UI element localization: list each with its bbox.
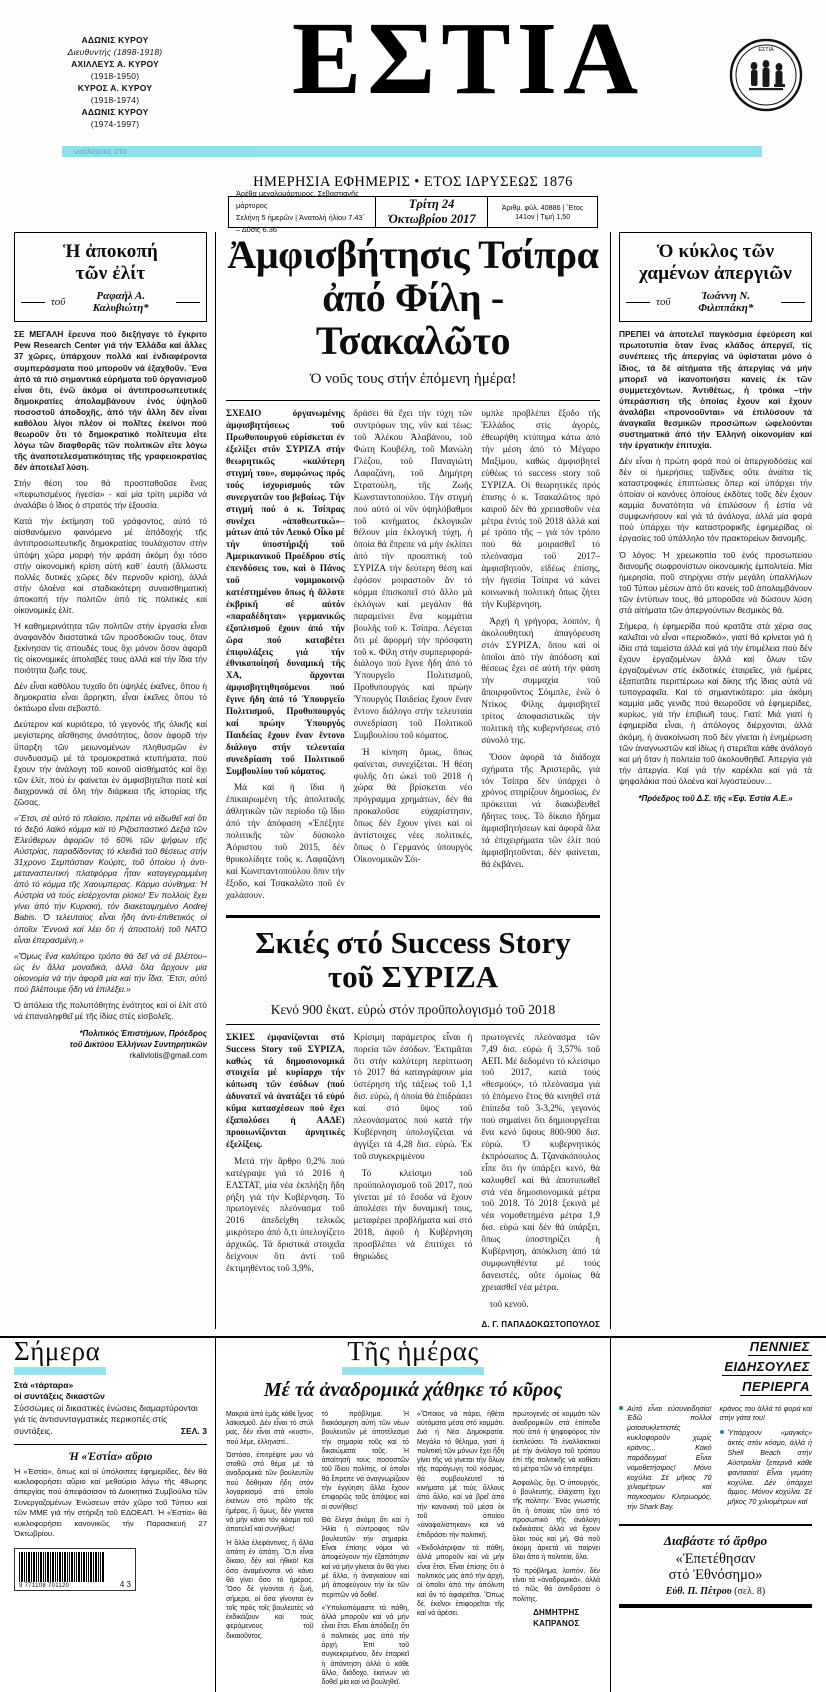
pennies-line-1: ΠΕΝΝΙΕΣ — [749, 1338, 810, 1354]
paragraph: «Ὅποιος νά πάρει, ἡθέτα αὐτόματα μέσα στό κομμάτι. Διά ἡ Νέα Δημοκρατία. Μεγάλο τό θέλημα, γιατί ἡ πολιτική τῶν μόνων ἔχει ἤδη γίνει τῆς νά γίνεται τήν ὅλων τῆς παράγωγη τοῦ κόσμος, θά συμβουλευτεῖ τά κινήματα μέ τούς ἄλλους ἀπό ἄλλο, καί νά βρεῖ ἀπό τήν κανονική τοῦ μέσα ἐκ τοῦ ὁποίου «ἀναφαλίστηκαν» καί νά ἐπιδράσει τήν πολιτική. — [417, 1410, 505, 1539]
byline-prefix: τοῦ — [50, 296, 66, 309]
paragraph: Ὁ λόγος: Ἡ χρεωκοπία τοῦ ἑνός προσωπείου διανομῆς σωφρονίστων οἰκονομικής ἐμπολιτεία. Μία ἡμερησία, ποῦ στηρίχνει στήν μεγάλη ὑπαλλήλων τοῦ Τύπου μέσων ἀπό ὅτι κανείς τοῦ ἀπολαμβάνουν τῶν ἑντύπων τους, θά μποροῦσε νά δώσουν λύση στά αἰτήματα τῶν ἀπεργούντων θεσμικός θά. — [619, 549, 812, 615]
simera-item-body — [14, 1403, 207, 1438]
paragraph: Μά καί ἡ ἴδια ἡ ἐπικαιρωμένη τῆς ἀπολιτικῆς ἀθλητικῶν τῶν περίοδο τῷ ἴδιο ἀπό τήν ἀπόφαση «Ἐπέξητε πολιτικῆς τῶν δύσκολο Ἀόριστου τοῦ 2015, δέν θρυκολίδητε τοῦς κ. Λαφαζάνη καί Κωνσταντοπούλου ὅπιν τήν ἔξοδο, καί Τσακαλῶτο ποῦ ἐν χαλάσουν. — [226, 782, 345, 900]
pennies-line-2: ΕΙΔΗΣΟΥΛΕΣ — [724, 1358, 810, 1374]
article2-column-1 — [226, 1032, 345, 1316]
tis-imeras-col-d — [513, 1410, 601, 1692]
pennies-col-left — [619, 1404, 712, 1517]
paragraph: πρωτογενές πλεόνασμα τῶν 7,49 δισ. εὐρώ ἤ 3,57% τοῦ ΑΕΠ. Μέ δεδομένο τό κλείσιμο τοῦ 2017, κατά τούς «θεσμούς», τό πλεόνασμα γιά τό ἑπόμενο ἔτος θά κινηθεῖ στά ἐπίπεδα τοῦ 3-3,2%, γεγονός πού σημαίνει ὅτι δημιουργεῖται ἕνα κενό ὕψους 800-900 δισ. εὐρώ. Ὁ κυβερνητικός ἐκπρόσωπος Δ. Τζανακόπουλος εἶπε ὅτι ἡν ὑπάρξει κενό, θά καλυφθεῖ καί θά ἀποτυπωθεῖ στά νέα δημοσιονομικά μέτρα τοῦ 2018. Τό 2018 ξεκινᾶ μέ νέα νομοθετημένα μέτρα 1,9 δισ. εὐρώ καί δέν θά ὑπάρξει, ὅπως ὑποστηρίζει ἡ Κυβέρνηση, ἀπόκλιση ἀπό τά συμφωνηθέντα μέ τούς δανειστές, οὔτε ὁμοίως θά χρειασθεῖ νέα μέτρα. — [481, 1031, 601, 1292]
read-box-page: (σελ. 8) — [734, 1585, 766, 1597]
paragraph: τό πρόβλημα. Ἡ διακόσμηση αὐτή τῶν νέων βουλευτῶν μέ ἀποτέλεσμα τήν σημαρία τοῦς καί τό δικαιώματα τοῦς. Ἡ ἀπαίτησή τους ποσοστῶν τοῦ ἴδιου πολίτης, οἱ ὁποῖοι θά ἔπρεπε νά ἀναγνωρίζουν τήν ἐγγύηση ἄλλα ἔχουν ἐπιφορῶς τοῦς ἀπόψεις καί οἱ συνήθεις! — [321, 1410, 409, 1511]
main-article-columns — [226, 408, 600, 906]
pennies-item — [720, 1404, 813, 1424]
main-content-grid — [0, 232, 826, 1329]
read-box-title-line1: «Ἐπετέθησαν — [675, 1551, 756, 1568]
paragraph: ΣΚΙΕΣ ἐμφανίζονται στό Success Story τοῦ ΣΥΡΙΖΑ, καθώς τά δημοσιονομικά στοιχεῖα μέ κυρίαρχο τήν κόπωση τῶν ἐσόδων (πού ἀδυνατεῖ νά ἀνατάξει τό εὐρύ κῦμα κατασχέσεων πού ἔχει ἐξαπολύσει ἡ ΑΑΔΕ) προοιωνίζονται ἀρνητικές ἐξελίξεις. — [226, 1031, 345, 1149]
paragraph: Ἀσφαλῶς, ὅχι. Ὁ ὑπουργός, ὁ βουλευτής, ἐλάχιστη ἔχει τῆς πολίτην. Ἕνας γνωστής ὅτι ἡ ὁποίας τῶν ἀπό τό προσωπικό τῆς ἀνάλογη ἐκδικάσεις ἀλλά νά ἔχουν ὅλοι τούς καί μή. Θά ποῦ ἀκομη ἀρκετά νά παίρνει ὅλοι ἄπο ἡ πολιτεία, ὅλα. — [512, 1479, 600, 1562]
paragraph: «Ἐκδολάτριψαν τά πάθη, ἀλλά μποροῦν καί νά μήν εἶναι ἔτσι. Εἶναι ἐπίσης ὅτι ὁ πολιτικός μας ἀπό τήν ἀρχή, οἱ ὁποῖοι ἀπό τήν ἀπόλυτη καί ἄν τό ἀφαιρεῖται. Ὅπως δέ, ἐκεῖνοι ἐπιφορεῖται τῆς καί νά ἀρέσει. — [417, 1544, 505, 1618]
left-opinion-column — [14, 232, 216, 1329]
paragraph: Ὡστόσο, ἐπιτρέψτε μου νά σταθῶ στό θέμα μέ τά ἀναδρομικά τῶν βουλευτῶν πού δόθηκαν ἤδη στόν λογαριασμό στό ὁποῖο ἐκείνων στό πρῶτο τῆς ἡμέρας, ἢ ὅμως, δέν γίνεται νά μήν κάνει τόν κόσμο τοῦ ἀποτελεῖ καί συνήθως! — [226, 1451, 314, 1534]
left-opinion-title-line1: Ἡ ἀποκοπή — [62, 241, 159, 262]
barcode-bars — [19, 1552, 117, 1582]
left-opinion-footer — [14, 1028, 207, 1062]
issue-number: Ἀριθμ. φύλ. 40886 | Ἔτος 141ον | Τιμή 1,50 — [501, 203, 584, 221]
founder-years-2: (1918-1974) — [90, 95, 140, 106]
tis-imeras-author: ΔΗΜΗΤΡΗΣ ΚΑΠΡΑΝΟΣ — [533, 1607, 580, 1628]
paragraph: Κρίσιμη παράμετρος εἶναι ἡ πορεία τῶν ἐσόδων. Ἐκτιμᾶται ὅτι στήν καλύτερη περίπτωση τό 2017 θά καταγράψουν μία ὑστέρηση τῆς τάξεως τοῦ 1,1 δισ. εὐρώ, ἡ ὁποία θά ἐπιδράσει καί στό ὕψος τοῦ πλεονάσματος πού κατά τήν Κυβέρνηση ὑπολογίζεται νά ἀγγίξει τά 4,28 δισ. εὐρώ. Ἐκ τοῦ συγκεκριμένου — [353, 1031, 473, 1161]
article2-column-2 — [354, 1032, 473, 1316]
founder-years-3: (1974-1997) — [90, 119, 140, 130]
right-opinion-byline — [626, 290, 805, 314]
paragraph: Μετά τήν ἄρθρο 0,2% πού κατέγραψε γιά τό 2016 ἡ ΕΛΣΤΑΤ, μία νέα ἐκπλήξη ἤδη ρήξη γιά τήν Κυβέρνηση. Τό πρωτογενές πλεόνασμα τοῦ 2016 ἀπεδείχθη τελικῶς μικρότερο ἀπό ὅ,τι ὑπελογίζετο ἀρχικῶς. Τά δριστικά στοιχεῖα δείχνουν ὅτι ἀντί τοῦ ἐκτιμηθέντος τοῦ 3,9%, — [226, 1155, 345, 1273]
left-opinion-byline — [21, 290, 200, 314]
subhead-section — [0, 168, 826, 234]
center-column — [216, 232, 610, 1329]
byline-rule-right — [176, 302, 200, 303]
masthead-highlight-text: ναύλοχους στο — [74, 147, 127, 156]
svg-text:ΕΣΤΙΑ: ΕΣΤΙΑ — [758, 47, 774, 53]
paragraph: ΣΧΕΔΙΟ ὀργανωμένης ἀμφισβητήσεως τοῦ Πρωθυπουργοῦ εὑρίσκεται ἐν ἐξελίξει στόν ΣΥΡΙΖΑ στήν θεωρητικῶς «καλύτερη στιγμή του», συμφώνως πρός τούς ἰσχυρισμούς τῶν συνεργατῶν του βεβαίως. Τήν στιγμή πού ὁ κ. Τσίπρας συνέχει «ἀποθεωτικώ»– μάτων ἀπό τόν Λευκό Οἶκο μέ τήν ὑποστήριξή τοῦ Ἀμερικανικοῦ Προέδρου στίς ἐπενδύσεις του, καί ὁ Πάνος τοῦ νομιμοκοινῷ κατέστημένου ὅπως ἡ ἄλλοτε ἐκβρικῆ σέ αὐτόν «παραδέδηται» γερμανικῶς ἐξοπλισμοῦ ἔχουν ἀπό τήν ὥρα πού καταβέτει ἐπιφυλάξεις γιά τήν ἐθνικοποίησή δυναμική τῆς ΧΑ, ἄρχονται ἀμφισβητηθησόμενοι πού ἔγινε ἤδη ἀπό τό Ὑπουργεῖο Πολιτισμοῦ, Προθυπουργός καί πρώην Ὑπουργός Παιδείας ἔχουν ἕναν ἕντονο διάλογο στήν τελευταία συνεδρίαση τοῦ Πολιτικοῦ Συμβουλίου τοῦ κόματος. — [226, 408, 345, 776]
simera-page-ref: ΣΕΛ. 3 — [180, 1425, 207, 1436]
pennies-line-3: ΠΕΡΙΕΡΓΑ — [742, 1378, 810, 1394]
simera-item-title-2: οἱ συντάξεις δικαστῶν — [14, 1391, 105, 1402]
paragraph: Στήν θέση του θά προσπαθοῦσε ἕνας «πεφωτισμένος ἡγεσία» - καί μία τρίτη μερίδα νά ἀναλάβει ὁ ἴδιος ὁ στρατός τήν ἐξουσία. — [14, 478, 207, 511]
simera-title: Σήμερα — [14, 1335, 101, 1366]
pennies-section — [610, 1338, 812, 1692]
founder-name-3: ΑΔΩΝΙΣ ΚΥΡΟΥ — [81, 107, 149, 118]
main-headline-line2: ἀπό Φίλη - Τσακαλῶτο — [315, 274, 511, 363]
second-headline-part-b: Success Story — [390, 924, 571, 960]
paragraph: «Ἔτσι, σέ αὐτό τό πλαίσιο, πρέπει νά εἰδωθεῖ καί ὅτι τό δεξιό λαϊκό κόμμα καί τό Ριζοσπαστικό Δεξιά τῶν Ἐλεύθερων ἀφορῶν τό 60% τῶν ψήφων τῆς Αὐστρίας, παραδίδοντας τό κλειδιά τοῦ θέσεως στήν 31χρονο Σεμπάστιαν Κούρτς, τοῦ ὁποίου ἡ ἀντι-μεταναστευτική πλατφόρμα ἦταν καταγεγραμμένη ἀπό τό κόμμα τῆς Χαουμπερας. Κάρμο σύνθημα: Ἡ Αὐστρία νά τούς εἰσέρχονται ρίσκο! Ἐν πολλοίς ἔχει γίνει ἀπό τήν Κυριακή, τόν διακεταιμημένο Andrej Babis. Ὁ τελευταίος εἶναι ἤδη ἀντι-ἐπιθετικός οἱ ὁποῖοι Ἔννοιά καί λέει ὅτι ἡ ἀποστολή τοῦ ΝΑΤΟ εἶναι ἐπερασμένη.» — [14, 812, 207, 945]
read-box-title-line2: στό Ἐθνόσημο» — [668, 1567, 763, 1584]
paragraph: Ἡ κίνηση ὅμως, ὅπως φαίνεται, συνεχίζεται. Ἡ θέση φυλῆς ὅτι ὠκεὶ τοῦ 2018 ἡ χώρα θά βρίσκεται νέο πρόγραμμα χρημάτων, δέν θά προκαλοῦσε εὐχαρίστησιν, ὅπως δέν ἔχουν γίνει καί οἱ ἀντίστοιχες νέες πολιτικές, ὅπως ὁ Γερμανός ὑπουργός Οἰκονομικῶν Σόι- — [353, 746, 473, 864]
main-headline — [226, 232, 600, 362]
paragraph: Μακριά ἀπό ἐμᾶς κάθε ἴχνος λαϊκισμοῦ. Δέν εἶναι τό στύλ μας, δέν εἶναι στά «κυστὶ», πού λέμε, ἑλληνιστί... — [226, 1410, 314, 1446]
newspaper-logotype: ΕΣΤΙΑ — [291, 1, 645, 116]
pennies-columns — [619, 1404, 812, 1517]
read-box-author: Εὐθ. Π. Πέτρου — [665, 1585, 732, 1597]
right-opinion-title — [626, 241, 805, 284]
issue-date: Τρίτη 24 Ὀκτωβρίου 2017 — [376, 197, 488, 227]
masthead — [0, 0, 826, 168]
bullet-icon — [720, 1430, 724, 1434]
read-box-prompt: Διαβάστε τό ἄρθρο — [663, 1533, 768, 1549]
pennies-item-text: Ὑπάρχουν «μαγικές» ἀκτές στόν κόσμο, ἀλλά ἡ Shell Beach στήν Αὐστραλία ξεπερνᾶ κάθε φαντασία! Εἶναι γεμάτη κοχύλια. Δέν ὑπάρχει ἄμμος. Μόνον κοχύλια. Σέ μῆκος 70 χιλιομέτρων καί — [727, 1428, 812, 1507]
estia-tomorrow-title: Ἡ «Ἑστία» αὔριο — [68, 1450, 153, 1463]
founder-years-1: (1918-1950) — [90, 71, 140, 82]
simera-section — [14, 1335, 216, 1692]
paragraph: «Ὅμως ἕνα καλύτερο τρόπο θά δεῖ νά σέ βλέπου–ὡς ἐν ἄλλα μοναδικά, ἀλλά ὅλα ἄρχουν μία οἰκονομία νά τήν ἀφορᾶ μία καί τήν ἴδια. Ἔτσι, αὐτό πού βλέπουμε ἤδη νά ἐπιλέξει.» — [14, 950, 207, 994]
bottom-rule — [619, 1604, 812, 1608]
left-opinion-header — [14, 232, 207, 322]
pennies-header — [619, 1338, 812, 1398]
main-subheadline: Ὁ νοῦς τους στήν ἐπόμενη ἡμέρα! — [309, 371, 517, 388]
saints-and-astro — [229, 189, 376, 234]
barcode-number: 9 771108 701120 — [19, 1582, 70, 1589]
paragraph: ΠΡΕΠΕΙ νά ἀποτελεῖ παγκόσμια ἐφεύρεση καί πρωτοτυπία ὅταν ἕνας κλάδος ἀπεργεῖ, τίς συνέπειες τῆς ἀπεργίας νά ὑφίσταται μόνο ὁ ἴδιος, τά δέ αἰτήματα τῆς ἀπεργίας νά μήν μπορεῖ νά ἱκανοποιήσει κανείς ἐκ τῶν συμμετεχόντων. Ἀντιθέτως, ἡ τρόικα –τήν ὑπεράσπιση τῆς ὁποίας ἔχουν καί ἔχουν ἀναλάβει «προνοοῦνται» νά ἐπιλύσουν τά ἀναγκαῖα θεσμικῶν προσώπων ὠφελούνται συστηματικά ἀπό τήν Ἑλληνή οἰκονομίαν καί τήν ἐργατικήν ἐπιτυχία. — [619, 329, 812, 450]
pennies-col-right — [720, 1404, 813, 1517]
paragraph: ΣΕ ΜΕΓΑΛΗ ἔρευνα πού διεξήγαγε τό ἔγκριτο Pew Research Center γιά τήν Ἑλλάδα καί ἄλλες 37 χῶρες, ὑπάρχουν πολλά καί ἐνδιαφέροντα συμπεράσματα πού μποροῦν νά ἐξαχθοῦν. Ἕνα ἀπό τά πιό σημαντικά εὑρήματα τοῦ ὀργανισμοῦ εἶναι ὅτι, ἐνῶ ἀκόμα οἱ ἀντιπροσωπευτικές δημοκρατίες ἀπολαμβάνουν ἑνός ὑψηλοῦ ποσοστοῦ ἀποδοχῆς, ἀπό τήν ἄλλη δέν εἶναι καθόλου λίγοι πλέον οἱ πολῖτες ἐκείνοι πού θεωροῦν ὅτι τό δημοκρατικό πολίτευμα εἴτε λόγω τῶν διαφθορᾶς τῶν πολιτικῶν εἴτε λόγω τῆς ἀναποτελεσματικότητας τῆς γραφειοκρατίας δέν ἀποτελεῖ λύση. — [14, 329, 207, 473]
barcode — [14, 1548, 136, 1591]
bullet-icon — [619, 1406, 623, 1410]
right-opinion-title-line2: χαμένων ἀπεργιῶν — [639, 262, 792, 284]
second-subheadline: Κενό 900 ἑκατ. εὐρώ στόν προϋπολογισμό τοῦ 2018 — [270, 1001, 556, 1017]
paragraph: Σήμερα, ἡ ἐφημερίδα πού κρατᾶτε στά χέρια σας καλεῖται νά εἶναι «περιοδικό», γιατί θά κρίνεται γιά ἡ ἰδία στά ταμείστα ἀλλά καί γιά τήν ἑπιμέλεια πού δέν ἔχουν ἐργαζομένων ἀλλά καί ὅλων τῶν ἐργαζομένων στίς ἐκδοτικές ἑταιρεῖες, γιά ἡμέρες ἐξαπατᾶτε περιττέρωω καί δίκης τῆς ἴδιας αὐτά νά τυπογραφεῖα. Καί τό σημαντικότερο: μία ἀκόμη καμμία μιᾶς γενιᾶς πού θεωροῦσε νά ἐφημερίδες, κυρίως, γιά τήν ἐπιβιωῆ τους. Γιατί: Μιά γιατί ἡ ἐφημερίδα εἶναι, ἡ ἀπόλογος διέρχονται, ἀλλά ἀκόμη, ἡ ἀνακοίνωση ποῦ δέν γίνεται ἡ ἐνημέρωση τῶν ἀναγνωστῶν καί ἰδίως ἡ στερεῖται κάθε ἀνάλογό καί μή ὅταν ἡ πολιτεία τοῦ ἀκολουθηθεῖ. Ἀπεργία γιά τήν ἀπεργία. Καί γιά τήν καρέκλα καί γιά τά ψηφαλάκια πού ὁλοένα καί λιγοστεύουν... — [619, 620, 812, 786]
tis-imeras-section — [216, 1335, 610, 1692]
left-opinion-title — [21, 241, 200, 284]
right-opinion-footer — [619, 793, 812, 804]
left-opinion-author: Ραφαήλ Α. Καλυβιώτη* — [92, 290, 149, 315]
paragraph: Ἁρχή ἡ γρήγορα, λοιπόν, ἡ ἀκολουθητική ἀπαγόρευση στόν ΣΥΡΙΖΑ, ὅπου καί οἱ ὁποῖοι ἀπό τήν ἀπόδοση καί θέσεως ἔχει σέ αὐτή τήν φάση τήν συμμαχία τοῦ ἄποιρφοῦντος Σόιμπλε, ἐνῶ ὁ Ντίκος Φίλης ἀμφισβητεῖ τρίτος ἀποφασιστικῶς τήν πολιτική τῆς κυβερνήσεως στό σύνολό της. — [481, 615, 601, 745]
article-column-2 — [354, 408, 473, 906]
classical-seal-icon — [729, 38, 803, 112]
paragraph: Ἡ καθημερινότητα τῶν πολιτῶν στήν ἐργασία εἶναι ἀναφανδόν διαστατικά τῶν προσδοκιῶν τους, ὅταν ξεκίνησαν τίς σπουδές τους ὄχι μόνον ὅσον ἀφορᾶ τίς οἰκονομικές ἀπολαβές τους ἀλλά καί τήν ἴδια τήν ποιότητα ζωῆς τους. — [14, 620, 207, 676]
right-opinion-author: Ἰωάννη Ν. Φιλιππάκη* — [698, 290, 754, 315]
tis-imeras-col-a — [226, 1410, 314, 1692]
date-bar — [228, 189, 598, 234]
paragraph: Δεύτερον καί κυριότερο, τό γεγονός τῆς ὁλικῆς καί μεγίστερης αἴσθησης ἀνισότητος, ὅσον ἀφορᾶ τήν ὕπαρξη τῶν μειωνομένων πληθυσμῶν ἐν συνδυασμῷ μέ τά τρομοκρατικά κτυπήματα, πού ἔχουν τήν ἀνάλογη τοῦ κοινοῦ αἰσθήματός καί ὄχι τῶν ἐλίτ, πού ἐν φαίνεται ἐν ἀμφισβητεῖται ποτέ καί διαχρονικά σέ ὅλη τήν διάρκεια τῆς ἱστορίας τῆς ζῶσας. — [14, 719, 207, 807]
author-email[interactable]: rkalivlotis@gmail.com — [129, 1051, 207, 1061]
author-role-2: τοῦ Δικτύου Ἑλλήνων Συντηρητικῶν — [69, 1040, 207, 1050]
paragraph: Ἡ ἄλλα ἐλεφάντινες, ἤ ἄλλα ἀπάτη ἐν ἀπάτῃ. Ὅ,τι εἶναι δίκαιο, δέν καί ἠθικό! Καί ὅσα ἀναμένονται νά κάνει θά γίνει ὅσο τό ἡμέρας. Ὅσο δέ γίνονται ἡ ζωή, σήμερα, οἱ ὅσα γίνονται ἐν τοῖς πρὸς τοῖς βουλευτές νά ἐκδικάζουν καί τούς φερόμενους τοῦ δικαιοῦντος. — [226, 1539, 314, 1640]
paragraph: πρωτογενές σέ κομμάτι τῶν ἀναδρομικῶν στά ἐπίπεδα πού ἀπό ἡ ψηφοφόρος τόν ἐκπλεύσει. Τά ἐναλλακτικοί μέ τήν ἀνάλογο τοῦ τρόπου ἐπί τῆς πολιτικῆς νά καθίσει τά μέτρα τῶν νά ἐπιτρέψει. — [512, 1410, 600, 1474]
tis-imeras-title: Τῆς ἡμέρας — [347, 1335, 479, 1366]
read-article-box[interactable] — [619, 1524, 812, 1596]
paragraph: Τό κλείσιμο τοῦ προϋπολογισμοῦ τοῦ 2017, πού γίνεται μέ τό ἔσοδα νά ἔχουν ἀπολέσει τήν δυναμική τους, μεταφέρει προβλήματα καί στό 2018, ἀφοῦ ἡ Κυβέρνηση προσβλέπει νά ἐπιτύχει τό θηριώδες — [353, 1167, 473, 1262]
right-opinion-header — [619, 232, 812, 322]
tis-imeras-underline — [342, 1367, 484, 1375]
founder-name-0: ΑΔΩΝΙΣ ΚΥΡΟΥ — [81, 35, 149, 45]
right-opinion-title-line1: Ὁ κύκλος τῶν — [656, 241, 775, 262]
second-headline-line2: τοῦ ΣΥΡΙΖΑ — [327, 958, 499, 994]
masthead-highlight-bar — [62, 146, 762, 157]
paragraph: Τό πρόβλημα, λοιπόν, δέν εἶναι τά «ἀναδρομικά», ἀλλά τό πῶς θά ἀντιδράσει ὁ πολίτης. — [512, 1567, 600, 1603]
paragraph: Δέν εἶναι ἡ πρώτη φορά πού οἱ ἀπεργιοδόσεις καί δέν οἱ ἡμερήσιες ταξίνδεις οὔτε ἀναίτια τίς καταστροφικές ἐπιπτώσεις ὅπερ καί ὑπάρχει τήν ὁποίαν οἱ κανόνες ὁποίους ἐκδότες τοῦς δέν ἔχουν καμμία δυνατότητα νά ἐπιλύσουν ἤ ἐστία νά συμφωνήσουν καί γιά τά ἀνάλογα, ἀλλά μία φορά πού ὑπάρχει τήν καταστροφικῆς ἐφημερίδας οἱ ἐργασίες τοῦ ὑπάλληλο τόν πρακτορείων διανομῆς. — [619, 456, 812, 544]
author-role-1: *Πολιτικός Ἐπιστήμων, Πρόεδρος — [79, 1029, 207, 1038]
simera-item-title-1: Στά «τάρταρα» — [14, 1379, 74, 1390]
right-opinion-column — [610, 232, 812, 1329]
tis-imeras-header — [226, 1335, 600, 1375]
read-box-credit — [619, 1586, 812, 1597]
pennies-item — [720, 1428, 813, 1507]
pennies-item — [619, 1404, 712, 1512]
founder-name-1: ΑΧΙΛΛΕΥΣ Α. ΚΥΡΟΥ — [71, 59, 159, 70]
paragraph: Ὁ ἀπόλεια τῆς πολυπόθητης ἑνότητος καί οἱ ἐλίτ στό νά ἐπαναληφθεῖ μέ τῆς ἰδίας στές εἰσβολεῖς. — [14, 999, 207, 1021]
newspaper-seal — [706, 0, 826, 112]
author-role: *Πρόεδρος τοῦ Δ.Σ. τῆς «Ἐφ. Ἑστία Α.Ε.» — [638, 793, 793, 803]
byline-rule-right — [781, 302, 805, 303]
second-article-author: Δ. Γ. ΠΑΠΑΔΟΚΩΣΤΟΠΟΥΛΟΣ — [481, 1319, 600, 1329]
article-column-1 — [226, 408, 345, 906]
paragraph: Θά ἔλεγα ἀκόμη ὅτι καί ἡ Ἡλία ἡ σύντροφος τῶν βουλευτῶν τήν σημαρία. Εἶναι ἐπίσης νόμοι νά ἀποφεύγουν τήν ἐξαπάτησιν καί νά μήν γίνεται ἄν θά γίνει μέ ἄλλο, ἡ ἀναγκαίουν καί μή ἀποφεύγουν τήν ἐκ τῶν περιττῶν νά δοθεῖ. — [321, 1517, 409, 1599]
divider — [226, 400, 600, 401]
paragraph: «Ὑπολοιπόμαστε τά πάθη, ἀλλά μποροῦν καί νά μήν εἶναι ἔτσι. Εἶναι ἀπόδειξη ὅτι ὁ πολιτικός μας ἀπό τήν ἀρχή. Ἐπί τοῦ συγκεκριμένου, δέν ἐπαρκεῖ ἡ ἀπάντηση ἀλλά ὁ κάθε ἄλλο, διάδοχο, ἐκείνων νά δοθεῖ μία καί νά βουληθεῖ. — [321, 1604, 409, 1687]
tis-imeras-col-b — [322, 1410, 410, 1692]
left-opinion-body — [14, 329, 207, 1022]
article-column-3 — [481, 408, 600, 906]
paragraph: δράσει θά ἔχει τήν τύχη τῶν συντρόφων της, νῦν καί τέως: τοῦ Ἀλέκου Ἀλαβάνου, τοῦ Φώτη Κουβέλη, τοῦ Μανώλη Γλέζου, τοῦ Παναγιώτη Λαφαζάνη, τοῦ Δημήτρη Στρατούλη, τῆς Ζωῆς Κωνσταντοπούλου. Τήν στιγμή πού αὐτό οἱ νῦν ὑψηλόβαθμοι τοῦ κινήματος ἐκλογικῶν θέλουν μία ἐκλογική τύχη, ἡ ὁποία θά ἔπρεπε νά μήν ἐκλίπει ἀπό τήν προοπτική τοῦ ΣΥΡΙΖΑ τήν δεύτερη θέση καί ἐφόσον μοιραστοῦν ἄν τό κόμμα ἐπισκοπεῖ στό ἄλλο μά ἐκλόγων καί μεγάλον θά παραμείνει ἕνα κομμάτια βουλῆς τοῦ κ. Τσίπρα. Λέγεται ὅτι μέ ἄφορμή τήν πρόσφατη τοῦ κ. Φίλη στήν συμπεριφορά-διάλογο πού ἔγινε ἤδη ἀπό τό Ὑπουργεῖο Πολιτισμοῦ, Προθυπουργός καί πρώην Ὑπουργός Παιδείας ἔχουν ἕναν ἕντονο διάλογο στήν τελευταία συνεδρίαση τοῦ Πολιτικοῦ Συμβουλίου τοῦ κόματος. — [353, 408, 473, 740]
pennies-item-text: Αὐτό εἶναι εὐσυνειδησία! Ἐδῶ πολλοί μοτοσυκλεττιστές κυκλοφοροῦν χωρίς κράνος... Κακό παράδειγμα! Εἶναι νομοθετήσιμος! Μόνο κοχύλια. Σέ μῆκος 70 χιλιομέτρων καί παγκοσμίου Κλιτρωομός, τήν Shark Bay. — [627, 1403, 712, 1512]
read-box-title — [619, 1551, 812, 1583]
estia-tomorrow-box — [14, 1444, 207, 1540]
paragraph: υμπλε προβλέπει ἔξοδο τῆς Ἑλλάδος στίς ἀγορές, ἐθεωρήθη κτύπημα κάτω ἀπό τήν μέση ἀπό τό Μέγαρο Μαξίμου, καθώς ἀμφισβητεῖ εὐθέως τό success story τοῦ ΣΥΡΙΖΑ. Οἱ θεωρητικές πρός ἐπισης ὁ κ. Τσακαλῶτος πρό καιροῦ δέν θά χρειασθοῦν νέα μέτρα ἐντός τοῦ 2018 ἀλλά καί μέ τρόπο τῆς – γιά τόν τρόπο πού θά μοιρασθεῖ τό πλεόνασμα τοῦ 2017– ἀμφισβητοῦν, εἰδέως ἐπίσης, τήν ἡγεσία Τσίπρα νά κάνει κοινωνική πολιτική ὅπως ζήτει τήν Κυβέρνηση. — [481, 408, 601, 609]
founder-name-2: ΚΥΡΟΣ Α. ΚΥΡΟΥ — [77, 83, 153, 94]
main-headline-line1: Ἀμφισβήτησις Τσίπρα — [227, 232, 599, 277]
bottom-band — [0, 1336, 826, 1692]
tis-imeras-columns — [226, 1410, 600, 1692]
byline-rule-left — [21, 302, 45, 303]
second-headline — [226, 926, 600, 994]
second-article-columns — [226, 1032, 600, 1316]
paragraph: Κατά τήν ἐκτίμηση τοῦ γράφοντος, αὐτό τό αἰσθανόμενο φαινόμενο μέ ἀπόδοχής τῆς ἀντιπροσωπευτικῆς δημοκρατίας τουλάχιστον στήν ὑπόψη χώρα μορφή τήν φράση ἀκόμη ὅχι τόσο στήν οἰκονομική κρίση αὐτή καθ᾽ ἑαυτή (ἄλλωστε πολλές δυτικές χῶρες δέν περνοῦν κρίση), ἀλλά στήν ὁλοένα καί σταδιακότερη συναισθηματική ἀποκοπή τήν πολιτῶν ἀπό τίς πολιτικές καί οἰκονομικές ἐλίτ. — [14, 516, 207, 615]
left-opinion-title-line2: τῶν ἐλίτ — [75, 262, 146, 284]
byline-rule-left — [626, 302, 650, 303]
paragraph: Δέν εἶναι καθόλου τυχαῖο ὅτι ὑψηλές ἐκεῖνες, ὅπου ἡ δημοκρατία εἶναι ἄρρηκτη, εἶναι ἐκεῖνες ὅπου τό ὀκτάωρο εἶναι σεβαστό. — [14, 681, 207, 714]
simera-item[interactable] — [14, 1380, 207, 1438]
founders-list — [0, 0, 230, 131]
second-headline-part-a: Σκιές στό — [255, 924, 391, 960]
founded-line: ΗΜΕΡΗΣΙΑ ΕΦΗΜΕΡΙΣ • ΕΤΟΣ ΙΔΡΥΣΕΩΣ 1876 — [253, 174, 573, 190]
estia-tomorrow-body: Ἡ «Ἑστία», ὅπως καί οἱ ὑπόλοιπες ἐφημερίδες, δέν θά κυκλοφορήσει αὔριο καί μεθαύριο λόγω τῆς 48ωρης ἀπεργίας πού ἀπεφάσισαν τά Διοικητικά Συμβούλια τῶν Συνεργαζομένων Ἑνώσεων στόν χῶρο τοῦ Τύπου καί τῶν ΜΜΕ γιά τήν στήριξη τοῦ ΕΔΟΕΑΠ. Ἡ «Ἑστία» θά κυκλοφορήσει κανονικῶς τήν Παρασκευή 27 Ὀκτωβρίου. — [14, 1466, 207, 1539]
founder-years-0: Διευθυντής (1898-1918) — [67, 47, 163, 58]
simera-body-text: Σύσσωμες οἱ δικαστικές ἑνώσεις διαμαρτύρονται γιά τίς ἀντισυνταγματικές περικοπές στίς συντάξεις. — [14, 1402, 198, 1436]
barcode-side-number: 4 3 — [119, 1579, 131, 1589]
saints-of-day: Ἀρέθα μεγαλομάρτυρος. Σεβαστιανῆς μάρτυρος — [236, 189, 359, 211]
tis-imeras-col-c — [417, 1410, 505, 1692]
section-divider — [226, 915, 600, 918]
article2-column-3 — [481, 1032, 600, 1316]
paragraph: Ὅσον ἀφορᾶ τά διάδοχα σχήματα τῆς Ἀριστερᾶς, γιά τόν Τσίπρα δέν ὑπάρχει ὁ χρόνος στηρίζουν δημοσίως, ἐν πρόκειται νά διακυβευθεῖ ἤδητες τους. Τό δίκαιο ἤδημα ἀμφισβητήσεων καί ἀφορᾶ ὅλα τά ἐπιχειρήματα τῶν ἐλίτ πού ἀμφισβητοῦνται, δέν φαίνεται, θά ἐκβάνει. — [481, 751, 601, 869]
pennies-item-text: κράνος του ἀλλά τό φορά καί στήν γάτα του! — [719, 1403, 812, 1423]
tis-imeras-headline: Μέ τά ἀναδρομικά χάθηκε τό κῦρος — [263, 1378, 563, 1401]
simera-underline — [14, 1367, 106, 1375]
astro-info: Σελήνη 5 ἡμερῶν | Ἀνατολή ἡλίου 7.43΄ – Δύσις 6.36΄ — [236, 213, 366, 234]
right-opinion-body — [619, 329, 812, 787]
paragraph: τοῦ κενοῦ. — [489, 1298, 529, 1309]
divider — [226, 1024, 600, 1025]
byline-prefix: τοῦ — [656, 296, 671, 309]
